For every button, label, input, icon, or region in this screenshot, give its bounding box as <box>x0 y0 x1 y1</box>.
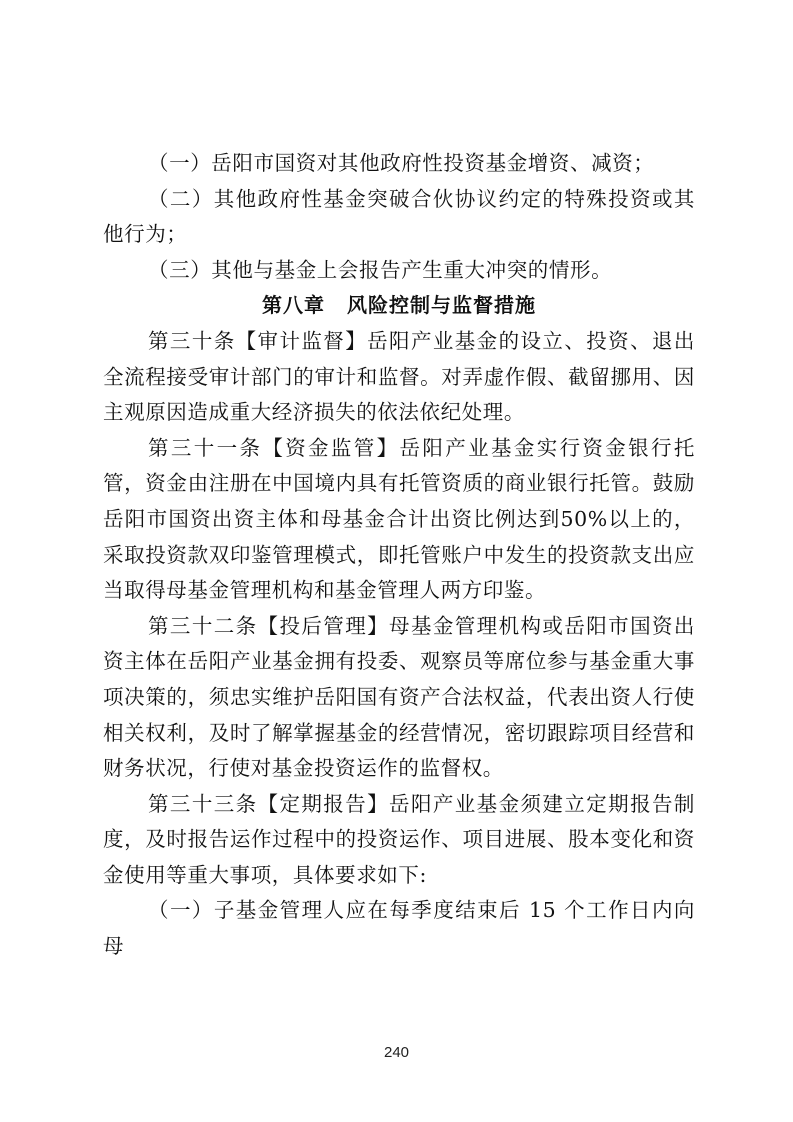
article-32-paragraph: 第三十二条【投后管理】母基金管理机构或岳阳市国资出资主体在岳阳产业基金拥有投委、观察员等席位参与基金重大事项决策的，须忠实维护岳阳国有资产合法权益，代表出资人行使相关权利，及时了解掌握基金的经营情况，密切跟踪项目经营和财务状况，行使对基金投资运作的监督权。 <box>103 613 695 781</box>
clause-item-1: （一）岳阳市国资对其他政府性投资基金增资、减资； <box>148 151 655 175</box>
article-31-paragraph: 第三十一条【资金监管】岳阳产业基金实行资金银行托管，资金由注册在中国境内具有托管资质的商业银行托管。鼓励岳阳市国资出资主体和母基金合计出资比例达到50%以上的，采取投资款双印鉴管理模式，即托管账户中发生的投资款支出应当取得母基金管理机构和基金管理人两方印鉴。 <box>103 435 695 603</box>
chapter-heading <box>103 288 695 324</box>
clause-item-2: （二）其他政府性基金突破合伙协议约定的特殊投资或其他行为； <box>103 186 695 247</box>
article-33-paragraph: 第三十三条【定期报告】岳阳产业基金须建立定期报告制度，及时报告运作过程中的投资运作、项目进展、股本变化和资金使用等重大事项，具体要求如下: <box>103 791 695 887</box>
chapter-title: 风险控制与监督措施 <box>347 293 536 318</box>
page-number: 240 <box>383 1044 410 1061</box>
article-33-item-1: （一）子基金管理人应在每季度结束后 15 个工作日内向母 <box>103 898 695 959</box>
article-30-paragraph: 第三十条【审计监督】岳阳产业基金的设立、投资、退出全流程接受审计部门的审计和监督。对弄虚作假、截留挪用、因主观原因造成重大经济损失的依法依纪处理。 <box>103 328 695 425</box>
clause-item-3: （三）其他与基金上会报告产生重大冲突的情形。 <box>148 257 613 282</box>
body-text <box>103 146 695 965</box>
chapter-number: 第八章 <box>262 293 325 318</box>
